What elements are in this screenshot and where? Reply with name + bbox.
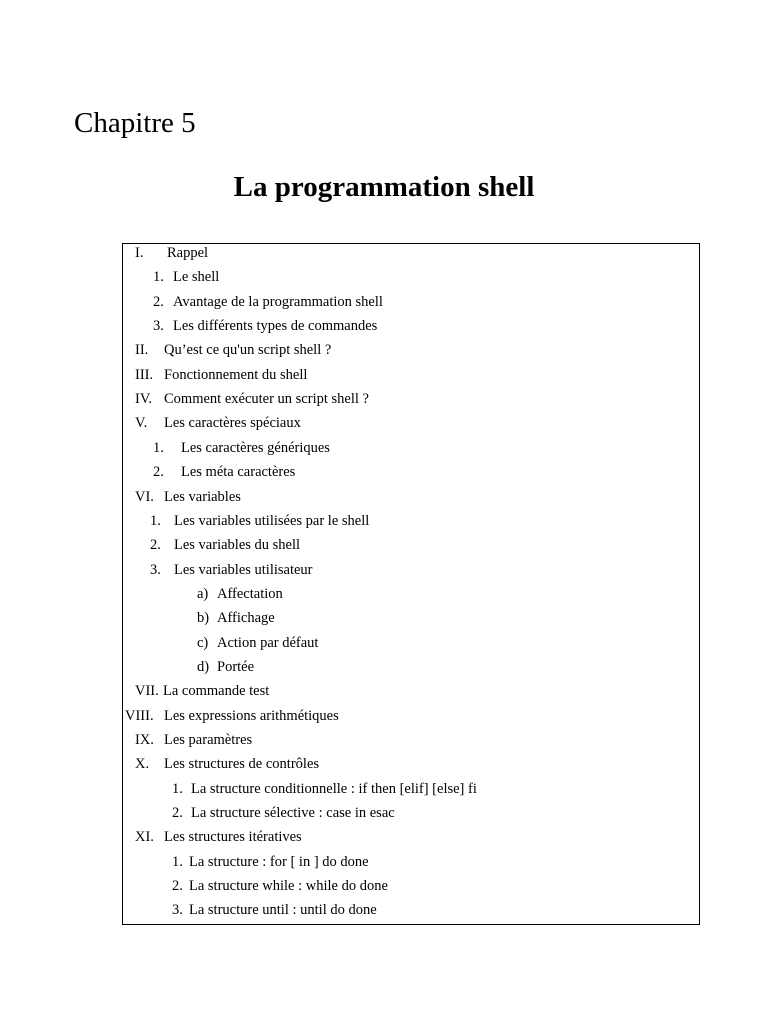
toc-entry-text: Avantage de la programmation shell bbox=[173, 293, 383, 310]
toc-entry-number: 2. bbox=[172, 878, 183, 895]
toc-entry-text: Les caractères spéciaux bbox=[164, 415, 301, 432]
toc-entry-number: VIII. bbox=[125, 707, 154, 724]
toc-entry-text: Affichage bbox=[217, 610, 275, 627]
toc-entry-number: 1. bbox=[172, 780, 183, 797]
toc-entry-text: La structure conditionnelle : if then [elif] [else] fi bbox=[191, 780, 477, 797]
toc-entry-text: La structure : for [ in ] do done bbox=[189, 853, 369, 870]
toc-entry-text: Fonctionnement du shell bbox=[164, 366, 308, 383]
toc-entry-text: Les structures itératives bbox=[164, 829, 302, 846]
toc-entry-text: Action par défaut bbox=[217, 634, 319, 651]
table-of-contents bbox=[122, 243, 700, 925]
toc-entry-number: c) bbox=[197, 634, 209, 651]
toc-entry-text: Portée bbox=[217, 658, 255, 675]
toc-entry-number: V. bbox=[135, 415, 148, 432]
toc-entry-number: 2. bbox=[153, 464, 164, 481]
toc-entry-number: I. bbox=[135, 245, 144, 261]
chapter-label: Chapitre 5 bbox=[74, 107, 196, 139]
toc-entry-text: Qu’est ce qu'un script shell ? bbox=[164, 342, 332, 359]
page-title: La programmation shell bbox=[233, 171, 535, 203]
toc-entry-text: Affectation bbox=[217, 585, 283, 602]
toc-entry-text: La structure until : until do done bbox=[189, 902, 377, 919]
toc-entry-text: Les expressions arithmétiques bbox=[164, 707, 339, 724]
toc-entry-number: 2. bbox=[153, 293, 164, 310]
toc-entry-text: Les variables bbox=[164, 488, 241, 505]
toc-entry-text: Les variables utilisées par le shell bbox=[174, 512, 370, 529]
toc-entry-number: XI. bbox=[135, 829, 154, 846]
toc-entry-number: a) bbox=[197, 585, 209, 602]
toc-entry-number: VI. bbox=[135, 488, 154, 505]
toc-entry-number: 3. bbox=[150, 561, 161, 578]
toc-entry-number: VII. bbox=[135, 683, 159, 700]
toc-entry-number: III. bbox=[135, 366, 154, 383]
toc-entry-text: Les caractères génériques bbox=[181, 439, 330, 456]
toc-entry-text: La structure sélective : case in esac bbox=[191, 805, 395, 822]
toc-entry-text: Les structures de contrôles bbox=[164, 756, 320, 773]
toc-entry-number: IV. bbox=[135, 391, 153, 408]
toc-entry-number: 3. bbox=[153, 318, 164, 335]
toc-entry-number: 1. bbox=[153, 439, 164, 456]
toc-entry-text: Les variables utilisateur bbox=[174, 561, 313, 578]
toc-entry-text: Les différents types de commandes bbox=[173, 318, 378, 335]
toc-entry-text: Le shell bbox=[173, 269, 220, 286]
toc-entry-text: Les variables du shell bbox=[174, 537, 301, 554]
toc-entry-text: Comment exécuter un script shell ? bbox=[164, 391, 369, 408]
toc-entry-number: 1. bbox=[153, 269, 164, 286]
toc-entry-text: Les paramètres bbox=[164, 732, 253, 748]
toc-entry-number: 1. bbox=[172, 853, 183, 870]
toc-entry-number: II. bbox=[135, 342, 149, 359]
toc-entry-text: Rappel bbox=[167, 245, 209, 261]
toc-entry-number: 1. bbox=[150, 512, 161, 529]
toc-entry-text: Les méta caractères bbox=[181, 464, 296, 481]
toc-entry-number: 2. bbox=[172, 805, 183, 822]
toc-entry-text: La commande test bbox=[163, 683, 270, 700]
toc-entry-number: 2. bbox=[150, 537, 161, 554]
toc-entry-number: IX. bbox=[135, 732, 154, 748]
toc-entry-number: d) bbox=[197, 658, 210, 675]
toc-entry-number: X. bbox=[135, 756, 150, 773]
toc-entry-number: b) bbox=[197, 610, 210, 627]
toc-entry-text: La structure while : while do done bbox=[189, 878, 388, 895]
toc-entry-number: 3. bbox=[172, 902, 183, 919]
